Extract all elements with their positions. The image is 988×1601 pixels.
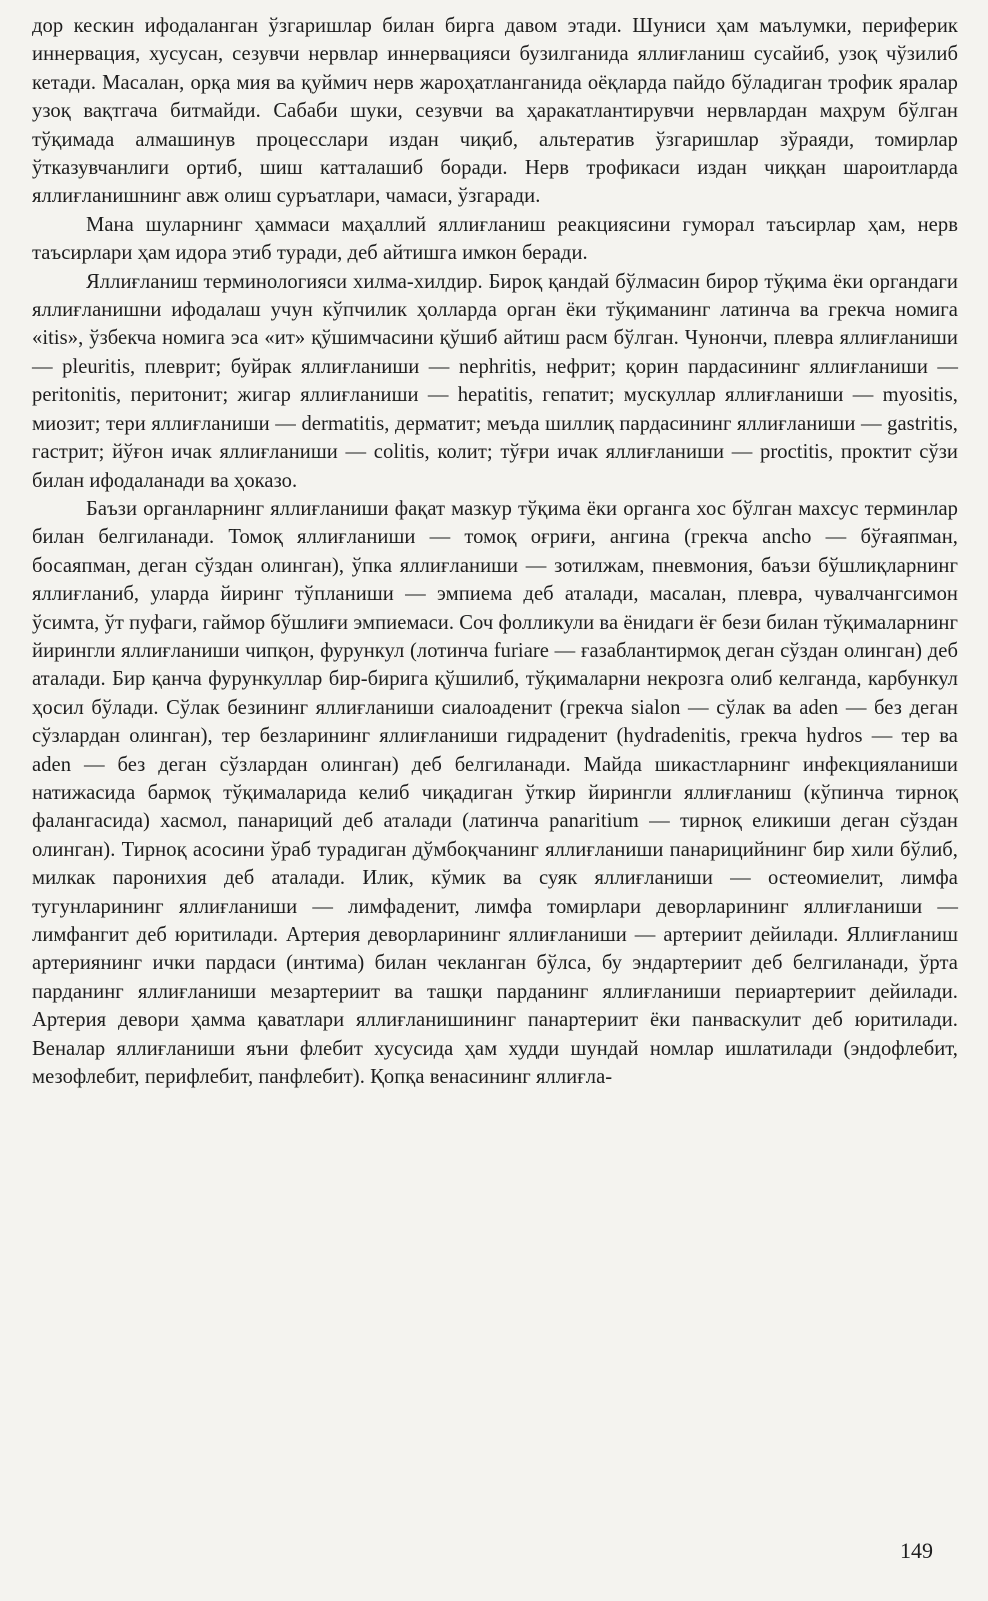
page-text-body [32,12,958,1091]
paragraph-3: Яллиғланиш терминологияси хилма-хилдир. Бироқ қандай бўлмасин бирор тўқима ёки органдаги яллиғланишни ифодалаш учун кўпчилик ҳолларда орган ёки тўқиманинг латинча ва грекча номига «itis», ўзбекча номига эса «ит» қўшимчасини қўшиб айтиш расм бўлган. Чунончи, плевра яллиғланиши — pleuritis, плеврит; буйрак яллиғланиши — nephritis, нефрит; қорин пардасининг яллиғланиши — peritonitis, перитонит; жигар яллиғланиши — hepatitis, гепатит; мускуллар яллиғланиши — myositis, миозит; тери яллиғланиши — dermatitis, дерматит; меъда шиллиқ пардасининг яллиғланиши — gastritis, гастрит; йўғон ичак яллиғланиши — colitis, колит; тўғри ичак яллиғланиши — proctitis, проктит сўзи билан ифодаланади ва ҳоказо. [32,270,958,492]
page-number: 149 [900,1538,933,1563]
paragraph-4: Баъзи органларнинг яллиғланиши фақат мазкур тўқима ёки органга хос бўлган махсус терминлар билан белгиланади. Томоқ яллиғланиши — томоқ оғриғи, ангина (грекча ancho — бўғаяпман, босаяпман, деган сўздан олинган), ўпка яллиғланиши — зотилжам, пневмония, баъзи бўшлиқларнинг яллиғланиб, уларда йиринг тўпланиши — эмпиема деб аталади, масалан, плевра, чувалчангсимон ўсимта, ўт пуфаги, гаймор бўшлиғи эмпиемаси. Соч фолликули ва ёнидаги ёғ бези билан тўқималарнинг йирингли яллиғланиши чипқон, фурункул (лотинча furiare — ғазаблантирмоқ деган сўздан олинган) деб аталади. Бир қанча фурункуллар бир-бирига қўшилиб, тўқималарни некрозга олиб келганда, карбункул ҳосил бўлади. Сўлак безининг яллиғланиши сиалоаденит (грекча sialon — сўлак ва aden — без деган сўзлардан олинган), тер безларининг яллиғланиши гидраденит (hydradenitis, грекча hydros — тер ва aden — без деган сўзлардан олинган) деб белгиланади. Майда шикастларнинг инфекцияланиши натижасида бармоқ тўқималарида келиб чиқадиган ўткир йирингли яллиғланиш (кўпинча тирноқ фалангасида) хасмол, панариций деб аталади (латинча panaritium — тирноқ еликиши деган сўздан олинган). Тирноқ асосини ўраб турадиган дўмбоқчанинг яллиғланиши панарицийнинг бир хили бўлиб, милкак паронихия деб аталади. Илик, кўмик ва суяк яллиғланиши — остеомиелит, лимфа тугунларининг яллиғланиши — лимфаденит, лимфа томирлари деворларининг яллиғланиши — лимфангит деб юритилади. Артерия деворларининг яллиғланиши — артериит дейилади. Яллиғланиш артериянинг ички пардаси (интима) билан чекланган бўлса, бу эндартериит деб белгиланади, ўрта парданинг яллиғланиши мезартериит ва ташқи парданинг яллиғланиши периартериит дейилади. Артерия девори ҳамма қаватлари яллиғланишининг панартериит ёки панваскулит деб юритилади. Веналар яллиғланиши яъни флебит хусусида ҳам худди шундай номлар ишлатилади (эндофлебит, мезофлебит, перифлебит, панфлебит). Қопқа венасининг яллиғла- [32,497,958,1089]
paragraph-1: дор кескин ифодаланган ўзгаришлар билан бирга давом этади. Шуниси ҳам маълумки, периферик иннервация, хусусан, сезувчи нервлар иннервацияси бузилганида яллиғланиш сусайиб, узоқ чўзилиб кетади. Масалан, орқа мия ва қуймич нерв жароҳатланганида оёқларда пайдо бўладиган трофик яралар узоқ вақтгача битмайди. Сабаби шуки, сезувчи ва ҳаракатлантирувчи нервлардан маҳрум бўлган тўқимада алмашинув процесслари издан чиқиб, альтератив ўзгаришлар зўраяди, томирлар ўтказувчанлиги ортиб, шиш катталашиб боради. Нерв трофикаси издан чиққан шароитларда яллиғланишнинг авж олиш суръатлари, чамаси, ўзгаради. [32,15,958,208]
paragraph-2: Мана шуларнинг ҳаммаси маҳаллий яллиғланиш реакциясини гуморал таъсирлар ҳам, нерв таъсирлари ҳам идора этиб туради, деб айтишга имкон беради. [32,213,958,265]
